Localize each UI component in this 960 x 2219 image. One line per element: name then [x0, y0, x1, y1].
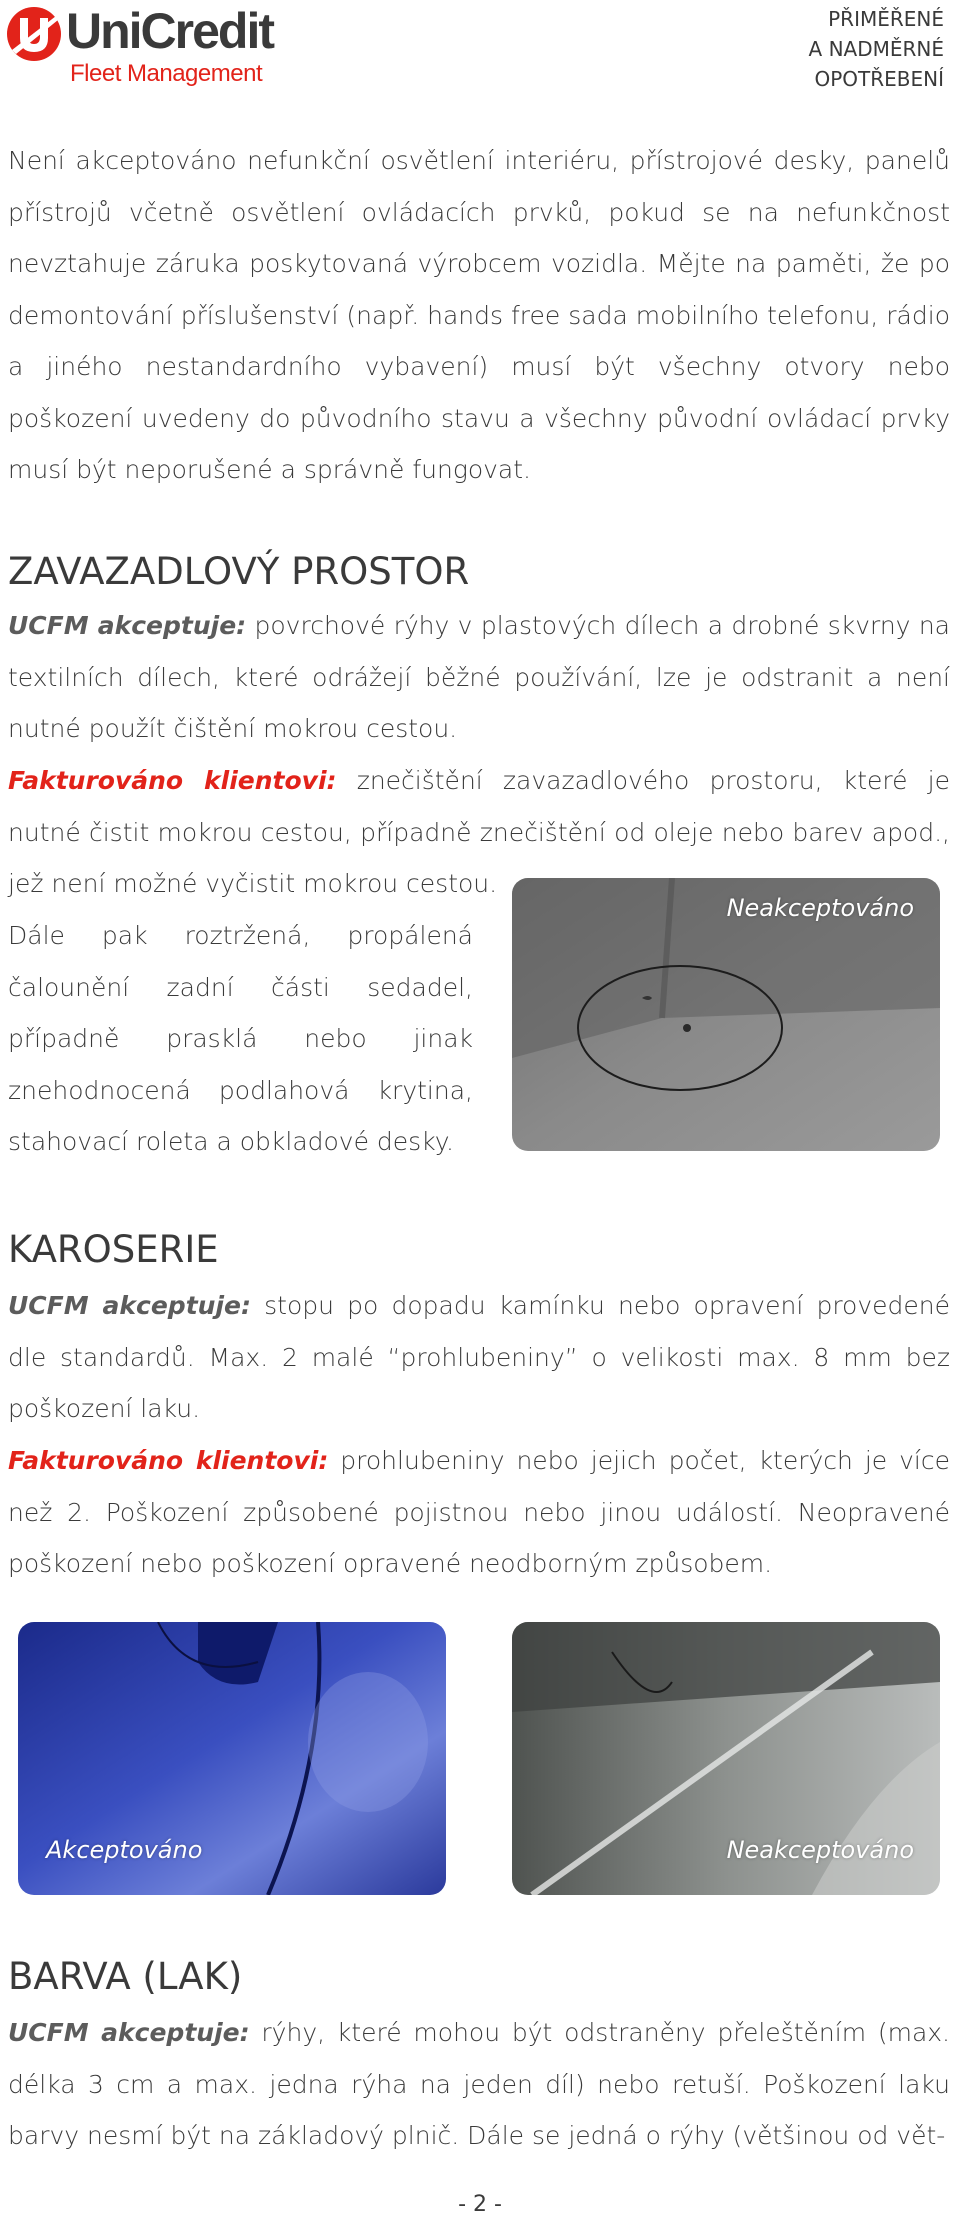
trunk-billed-label: Fakturováno klientovi:: [8, 766, 337, 795]
unicredit-emblem-icon: [6, 6, 62, 62]
body-photo-not-accepted: [512, 1622, 940, 1895]
page-header-title: [644, 4, 944, 94]
intro-paragraph: Není akceptováno nefunkční osvětlení interiéru, přístrojové desky, panelů přístrojů včetně osvětlení ovládacích prvků, pokud se na nefunkčnost nevztahuje záruka poskytovaná výrobcem vozidla. Mějte na paměti, že po demontování příslušenství (např. hands free sada mobilního telefonu, rádio a jiného nestandardního vybavení) musí být všechny otvory nebo poškození uvedeny do původního stavu a všechny původní ovládací prvky musí být neporušené a správně fungovat.: [8, 146, 950, 484]
body-billed-label: Fakturováno klientovi:: [8, 1446, 329, 1475]
unicredit-logo: [6, 2, 296, 92]
trunk-accept-paragraph: [8, 600, 950, 755]
body-accept-text: stopu po dopadu kamínku nebo opravení provedené dle standardů. Max. 2 malé “prohlubeniny” o velikosti max. 8 mm bez poškození laku.: [8, 1291, 950, 1423]
header-title-line-3: OPOTŘEBENÍ: [814, 67, 944, 91]
logo-brand-text: UniCredit: [66, 3, 273, 59]
paint-accept-label: UCFM akceptuje:: [8, 2018, 250, 2047]
body-accept-label: UCFM akceptuje:: [8, 1291, 251, 1320]
trunk-floor-photo: [512, 878, 940, 1151]
body-photo-accepted: [18, 1622, 446, 1895]
body-accept-paragraph: [8, 1280, 950, 1435]
body-photo-accepted-caption: Akceptováno: [46, 1836, 203, 1864]
paint-accept-text: rýhy, které mohou být odstraněny přeleštěním (max. délka 3 cm a max. jedna rýha na jeden díl) nebo retuší. Poškození laku barvy nesmí být na základový plnič. Dále se jedná o rýhy (většinou od vět-: [8, 2018, 951, 2150]
trunk-photo-caption: Neakceptováno: [726, 894, 914, 922]
body-billed-text: prohlubeniny nebo jejich počet, kterých je více než 2. Poškození způsobené pojistnou nebo jinou událostí. Neopravené poškození nebo poškození opravené neodborným způsobem.: [8, 1446, 951, 1578]
trunk-accept-label: UCFM akceptuje:: [8, 611, 247, 640]
paint-accept-paragraph: [8, 2007, 950, 2162]
section-heading-trunk: ZAVAZADLOVÝ PROSTOR: [8, 550, 470, 593]
trunk-accept-text: povrchové rýhy v plastových dílech a drobné skvrny na textilních dílech, které odrážejí běžné používání, lze je odstranit a není nutné použít čištění mokrou cestou.: [8, 611, 950, 743]
trunk-extra-paragraph: Dále pak roztržená, propálená čalounění zadní části sedadel, případně prasklá nebo jinak znehodnocená podlahová krytina, stahovací roleta a obkladové desky.: [8, 921, 473, 1156]
section-heading-paint: BARVA (LAK): [8, 1955, 243, 1998]
section-heading-body: KAROSERIE: [8, 1228, 219, 1271]
logo-sub-text: Fleet Management: [70, 60, 263, 87]
body-billed-paragraph: [8, 1435, 950, 1590]
page-number: - 2 -: [458, 2192, 502, 2217]
trunk-billed-text: znečištění zavazadlového prostoru, které je nutné čistit mokrou cestou, případně znečištění od oleje nebo barev apod., jež není možné vyčistit mokrou cestou.: [8, 766, 950, 898]
header-title-line-1: PŘIMĚŘENÉ: [828, 7, 944, 31]
body-photo-not-accepted-caption: Neakceptováno: [726, 1836, 914, 1864]
header-title-line-2: A NADMĚRNÉ: [808, 37, 944, 61]
